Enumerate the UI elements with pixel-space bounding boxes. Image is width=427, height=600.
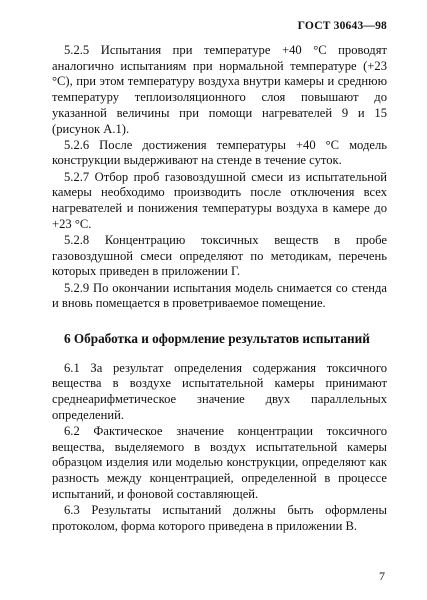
paragraph-6-2: 6.2 Фактическое значение концентрации токсичного вещества, выделяемого в воздух испытательной камеры образцом изделия или моделью конструкции, определяют как разность между концентрацией, определенной в процессе испытаний, и фоновой составляющей. [52, 423, 387, 501]
paragraph-5-2-9: 5.2.9 По окончании испытания модель снимается со стенда и вновь помещается в проветриваемое помещение. [52, 280, 387, 311]
document-code-header: ГОСТ 30643—98 [297, 20, 387, 32]
paragraph-5-2-7: 5.2.7 Отбор проб газовоздушной смеси из испытательной камеры необходимо производить после отключения всех нагревателей и понижения температуры воздуха в камере до +23 °С. [52, 169, 387, 231]
section-6-heading: 6 Обработка и оформление результатов испытаний [64, 330, 370, 346]
page-body [52, 43, 387, 535]
paragraph-6-1: 6.1 За результат определения содержания токсичного вещества в воздухе испытательной камеры принимают среднеарифметическое значение двух параллельных определений. [52, 360, 387, 422]
paragraph-5-2-8: 5.2.8 Концентрацию токсичных веществ в пробе газовоздушной смеси определяют по методикам, перечень которых приведен в приложении Г. [52, 232, 387, 279]
paragraph-6-3: 6.3 Результаты испытаний должны быть оформлены протоколом, форма которого приведена в приложении В. [52, 502, 387, 533]
paragraph-5-2-6: 5.2.6 После достижения температуры +40 °С модель конструкции выдерживают на стенде в течение суток. [52, 137, 387, 168]
page-number: 7 [379, 569, 385, 583]
paragraph-5-2-5: 5.2.5 Испытания при температуре +40 °С проводят аналогично испытаниям при нормальной температуре (+23 °С), при этом температуру воздуха внутри камеры и среднюю температуру теплоизоляционного слоя повышают до указанной величины при помощи нагревателей 9 и 15 (рисунок А.1). [52, 43, 387, 136]
